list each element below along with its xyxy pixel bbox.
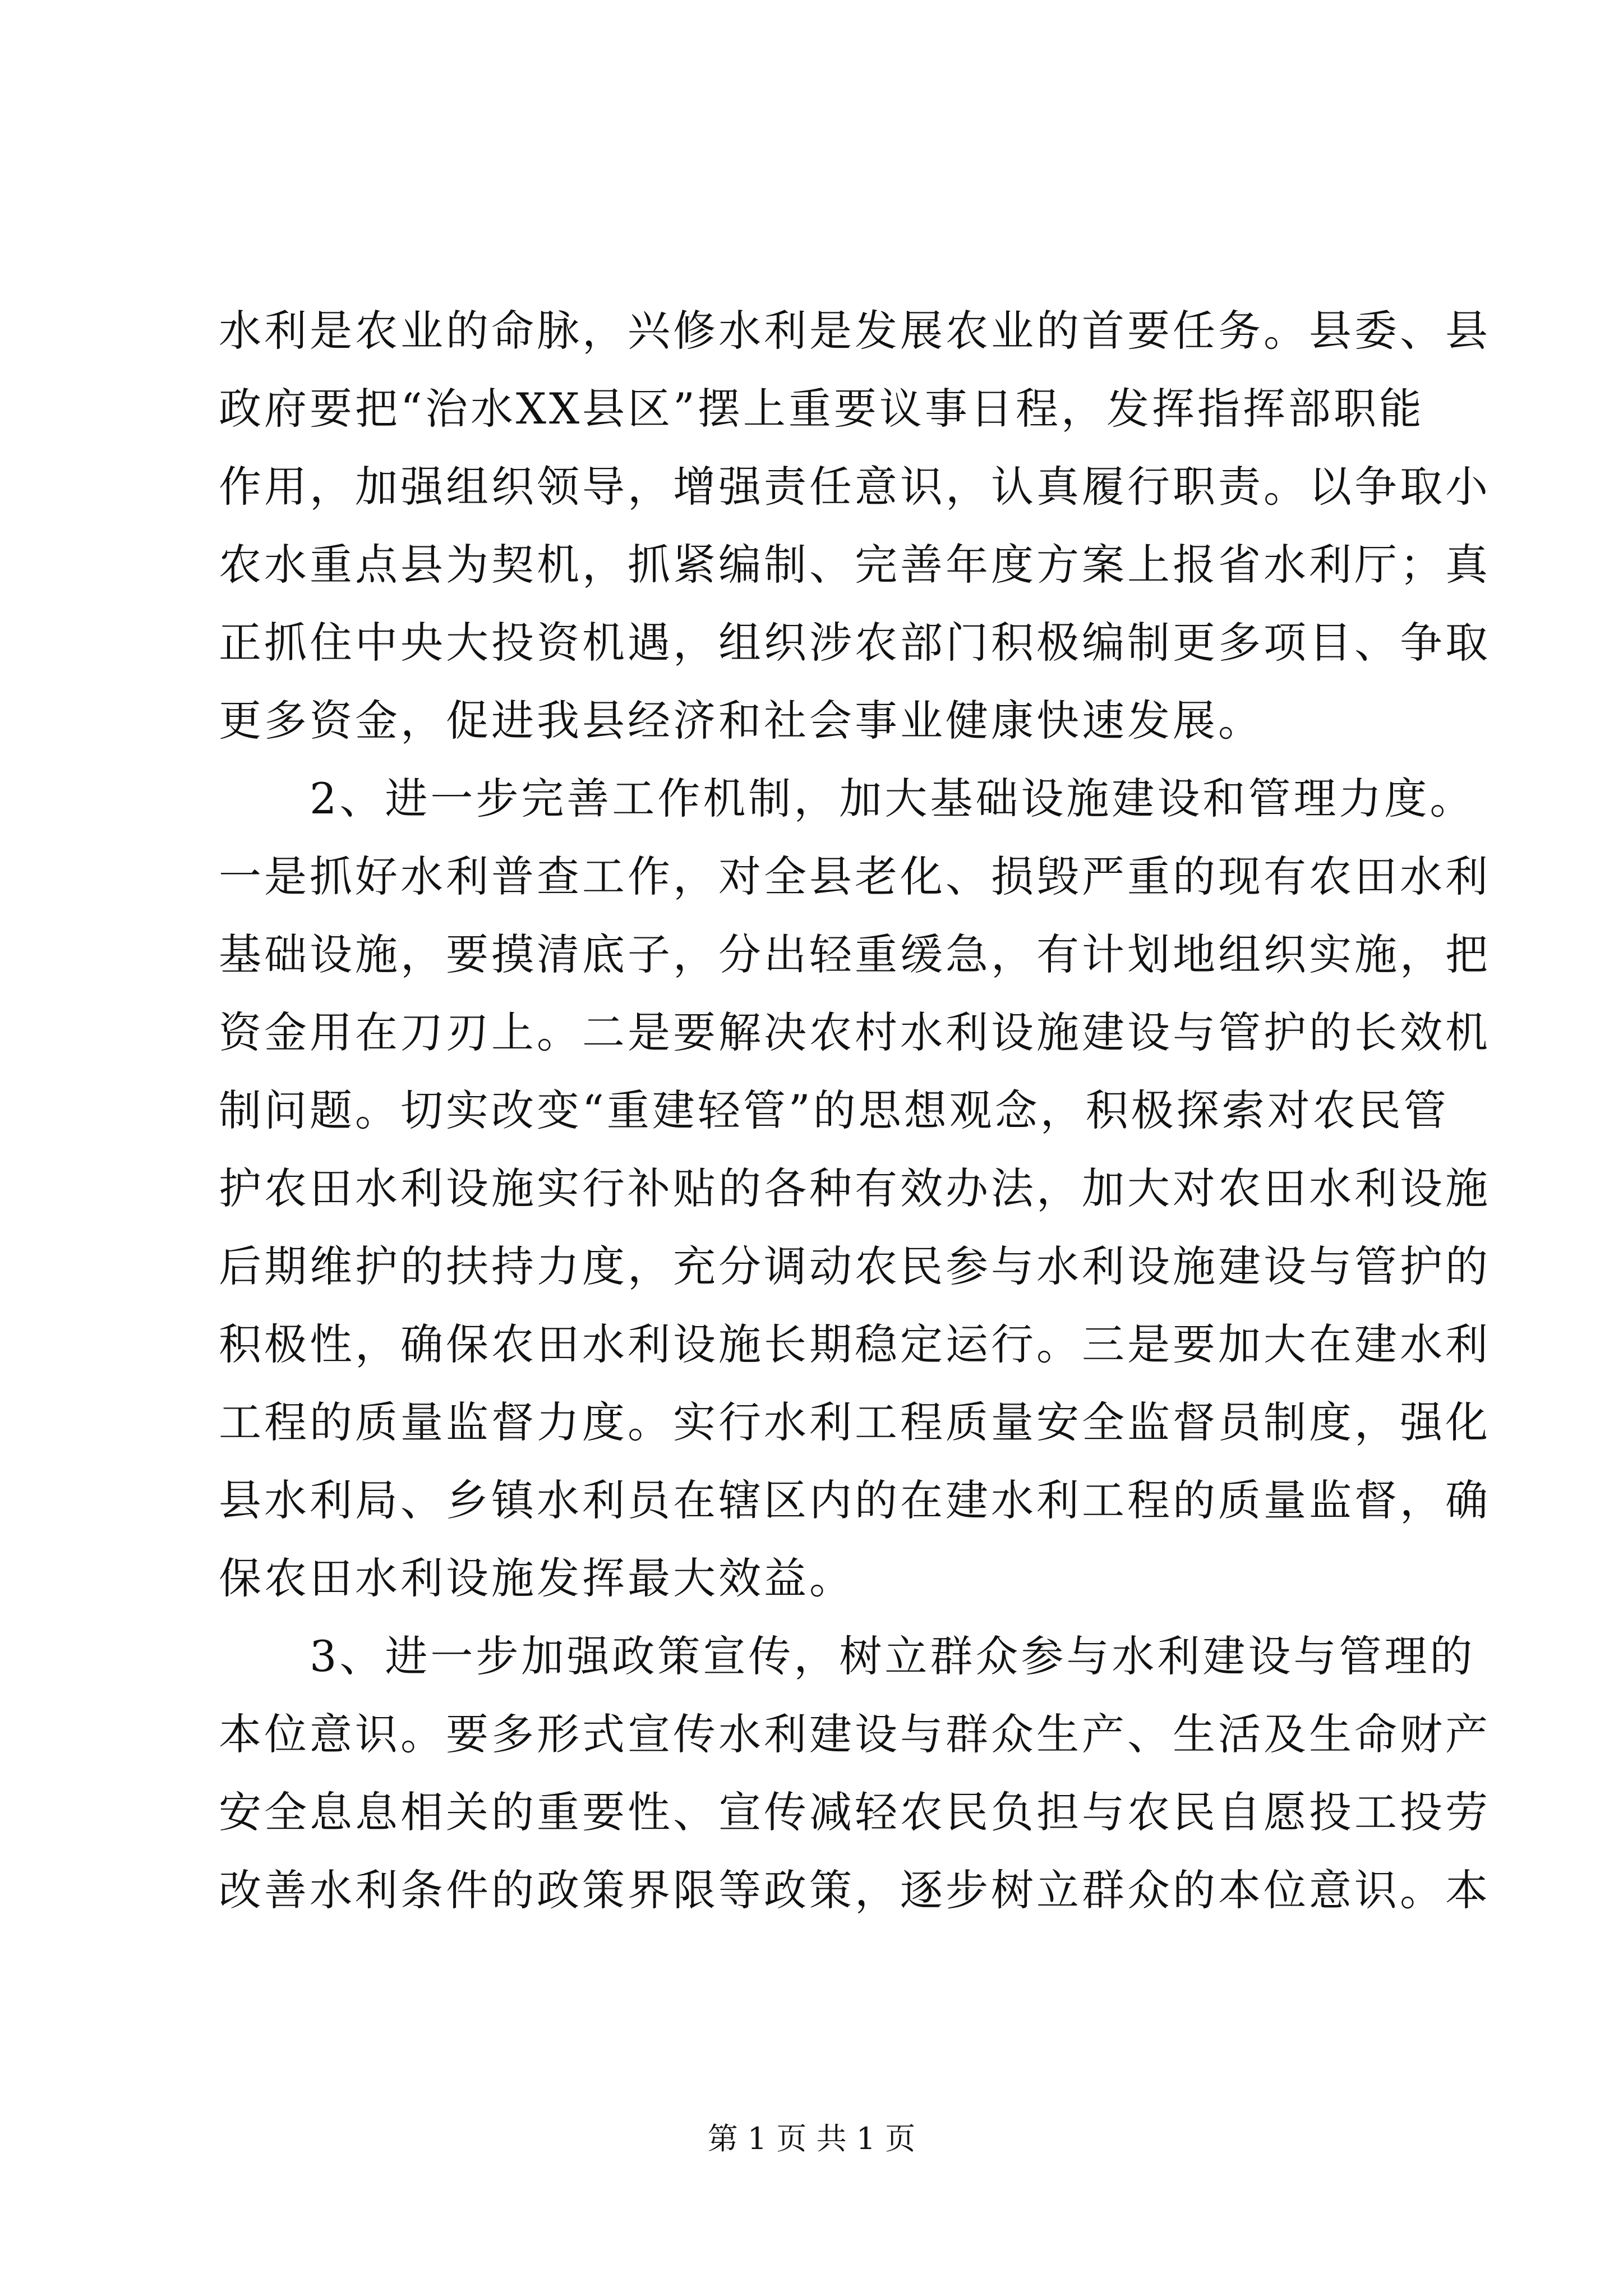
text-line: 2、进一步完善工作机制，加大基础设施建设和管理力度。 bbox=[219, 774, 1476, 823]
text-line: 工程的质量监督力度。实行水利工程质量安全监督员制度，强化 bbox=[219, 1397, 1491, 1447]
text-line: 作用，加强组织领导，增强责任意识，认真履行职责。以争取小 bbox=[219, 462, 1491, 512]
page-footer: 第 1 页 共 1 页 bbox=[707, 2121, 916, 2156]
text-line: 水利是农业的命脉，兴修水利是发展农业的首要任务。县委、县 bbox=[219, 306, 1491, 356]
text-line: 保农田水利设施发挥最大效益。 bbox=[219, 1553, 855, 1603]
text-line: 制问题。切实改变“重建轻管”的思想观念，积极探索对农民管 bbox=[219, 1085, 1449, 1135]
body-text bbox=[219, 292, 1491, 1929]
text-line: 更多资金，促进我县经济和社会事业健康快速发展。 bbox=[219, 696, 1264, 746]
text-line: 政府要把“治水XX县区”摆上重要议事日程，发挥指挥部职能 bbox=[219, 384, 1424, 434]
text-line: 农水重点县为契机，抓紧编制、完善年度方案上报省水利厅；真 bbox=[219, 540, 1491, 590]
text-line: 后期维护的扶持力度，充分调动农民参与水利设施建设与管护的 bbox=[219, 1241, 1491, 1291]
text-line: 护农田水利设施实行补贴的各种有效办法，加大对农田水利设施 bbox=[219, 1163, 1491, 1213]
text-line: 3、进一步加强政策宣传，树立群众参与水利建设与管理的 bbox=[219, 1631, 1476, 1681]
text-line: 改善水利条件的政策界限等政策，逐步树立群众的本位意识。本 bbox=[219, 1865, 1491, 1915]
text-line: 本位意识。要多形式宣传水利建设与群众生产、生活及生命财产 bbox=[219, 1709, 1491, 1759]
text-line: 积极性，确保农田水利设施长期稳定运行。三是要加大在建水利 bbox=[219, 1319, 1491, 1369]
text-line: 资金用在刀刃上。二是要解决农村水利设施建设与管护的长效机 bbox=[219, 1007, 1491, 1057]
text-line: 一是抓好水利普查工作，对全县老化、损毁严重的现有农田水利 bbox=[219, 852, 1491, 901]
text-line: 正抓住中央大投资机遇，组织涉农部门积极编制更多项目、争取 bbox=[219, 618, 1491, 668]
text-line: 安全息息相关的重要性、宣传减轻农民负担与农民自愿投工投劳 bbox=[219, 1787, 1491, 1837]
text-line: 基础设施，要摸清底子，分出轻重缓急，有计划地组织实施，把 bbox=[219, 930, 1491, 979]
text-line: 县水利局、乡镇水利员在辖区内的在建水利工程的质量监督，确 bbox=[219, 1475, 1491, 1525]
